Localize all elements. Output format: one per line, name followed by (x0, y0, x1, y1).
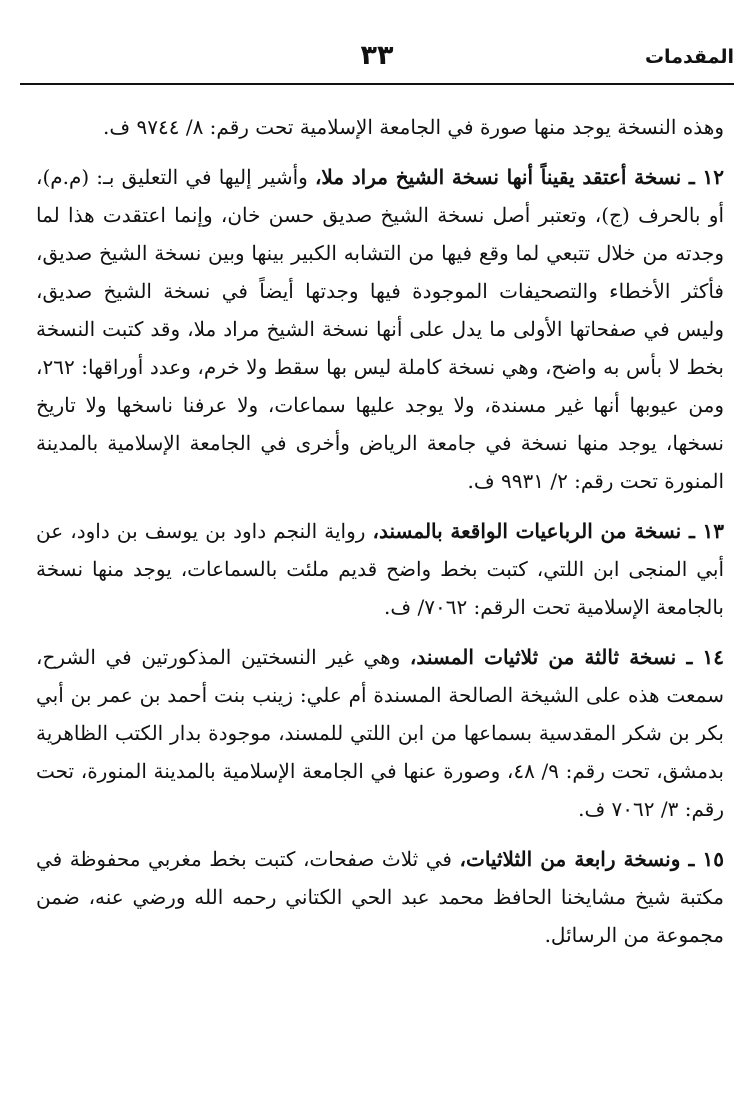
paragraph-intro (36, 108, 724, 146)
paragraph-item-13 (36, 512, 724, 626)
paragraph-text: في ثلاث صفحات، كتبت بخط مغربي محفوظة في مكتبة شيخ مشايخنا الحافظ محمد عبد الحي الكتاني رحمه الله ورضي عنه، ضمن مجموعة من الرسائل. (36, 847, 724, 947)
paragraph-lead: ١٤ ـ نسخة ثالثة من ثلاثيات المسند، (409, 645, 724, 669)
page-body (36, 108, 724, 954)
header-divider (20, 83, 734, 85)
paragraph-lead: ١٥ ـ ونسخة رابعة من الثلاثيات، (459, 847, 725, 871)
paragraph-item-12 (36, 158, 724, 500)
running-title: المقدمات (644, 46, 734, 68)
page-header (20, 38, 734, 82)
paragraph-text: رواية النجم داود بن يوسف بن داود، عن أبي المنجى ابن اللتي، كتبت بخط واضح قديم ملئت بالسماعات، يوجد منها نسخة بالجامعة الإسلامية تحت الرقم: ٧٠٦٢/ ف. (36, 519, 724, 619)
paragraph-lead: ١٢ ـ نسخة أعتقد يقيناً أنها نسخة الشيخ مراد ملا، (314, 165, 724, 189)
paragraph-text: وهي غير النسختين المذكورتين في الشرح، سمعت هذه على الشيخة الصالحة المسندة أم علي: زينب بنت أحمد بن عمر بن أبي بكر بن شكر المقدسية بسماعها من ابن اللتي للمسند، موجودة بدار الكتب الظاهرية بدمشق، تحت رقم: ٩/ ٤٨، وصورة عنها في الجامعة الإسلامية بالمدينة المنورة، تحت رقم: ٣/ ٧٠٦٢ ف. (36, 645, 724, 821)
page-number: ٣٣ (360, 40, 394, 71)
paragraph-lead: ١٣ ـ نسخة من الرباعيات الواقعة بالمسند، (372, 519, 724, 543)
paragraph-text: وأشير إليها في التعليق بـ: (م.م)، أو بالحرف (ج)، وتعتبر أصل نسخة الشيخ صديق حسن خان، وإنما اعتقدت هذا لما وجدته من خلال تتبعي لما وقع فيها من التشابه الكبير بينها وبين نسخة الشيخ صديق، فأكثر الأخطاء والتصحيفات الموجودة فيها وجدتها أيضاً في نسخة الشيخ صديق، وليس في صفحاتها الأولى ما يدل على أنها نسخة الشيخ مراد ملا، وقد كتبت النسخة بخط لا بأس به واضح، وهي نسخة كاملة ليس بها سقط ولا خرم، وعدد أوراقها: ٢٦٢، ومن عيوبها أنها غير مسندة، ولا يوجد عليها سماعات، ولا عرفنا ناسخها ولا تاريخ نسخها، يوجد منها نسخة في جامعة الرياض وأخرى في الجامعة الإسلامية بالمدينة المنورة تحت رقم: ٢/ ٩٩٣١ ف. (36, 165, 724, 493)
paragraph-item-15 (36, 840, 724, 954)
paragraph-text: وهذه النسخة يوجد منها صورة في الجامعة الإسلامية تحت رقم: ٨/ ٩٧٤٤ ف. (103, 115, 724, 139)
paragraph-item-14 (36, 638, 724, 828)
